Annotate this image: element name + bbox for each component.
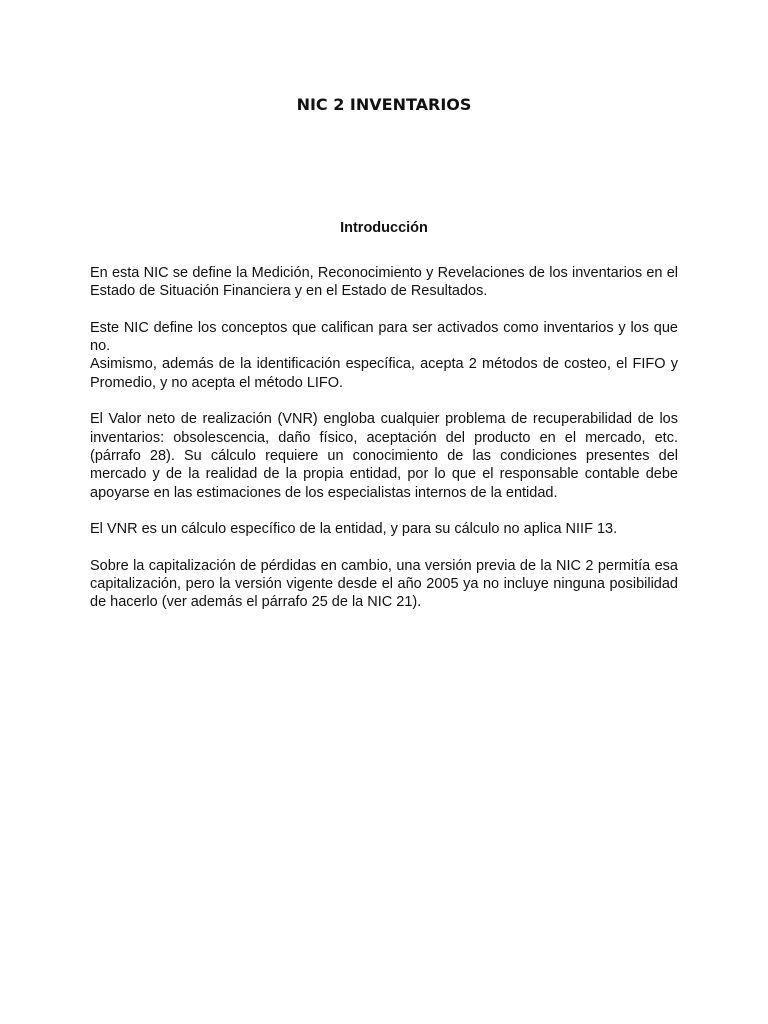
paragraph-vnr-definition: El Valor neto de realización (VNR) engloba cualquier problema de recuperabilidad de los inventarios: obsolescencia, daño físico, aceptación del producto en el mercado, etc.(párrafo 28). Su cálculo requiere un conocimiento de las condiciones presentes del mercado y de la realidad de la propia entidad, por lo que el responsable contable debe apoyarse en las estimaciones de los especialistas internos de la entidad. <box>90 411 678 501</box>
document-body <box>90 264 678 630</box>
section-heading-introduction: Introducción <box>340 220 428 236</box>
paragraph-costing-methods: Asimismo, además de la identificación específica, acepta 2 métodos de costeo, el FIFO y Promedio, y no acepta el método LIFO. <box>90 356 678 391</box>
paragraph-definition: En esta NIC se define la Medición, Reconocimiento y Revelaciones de los inventarios en el Estado de Situación Financiera y en el Estado de Resultados. <box>90 265 678 300</box>
document-title: NIC 2 INVENTARIOS <box>296 95 472 114</box>
paragraph-concepts: Este NIC define los conceptos que califican para ser activados como inventarios y los que no. <box>90 319 678 355</box>
paragraph-vnr-niif13: El VNR es un cálculo específico de la entidad, y para su cálculo no aplica NIIF 13. <box>90 521 618 538</box>
paragraph-capitalization: Sobre la capitalización de pérdidas en cambio, una versión previa de la NIC 2 permitía esa capitalización, pero la versión vigente desde el año 2005 ya no incluye ninguna posibilidad de hacerlo (ver además el párrafo 25 de la NIC 21). <box>90 557 678 611</box>
